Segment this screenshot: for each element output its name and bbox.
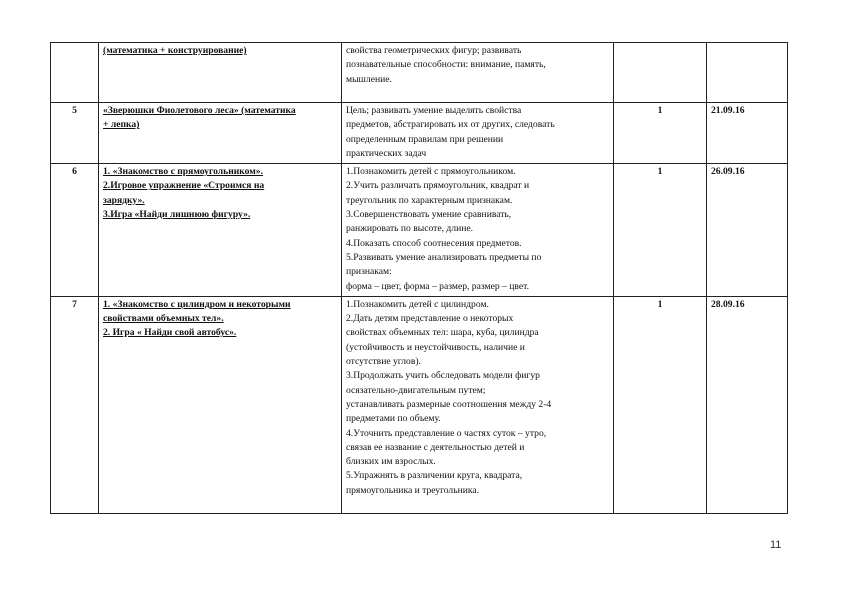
table-row <box>51 164 788 297</box>
lesson-plan-body <box>51 43 788 514</box>
topic-line: свойствами объемных тел». <box>103 313 224 325</box>
topic-line: 3.Игра «Найди лишнюю фигуру». <box>103 209 251 221</box>
goal-line: признакам: <box>346 266 392 278</box>
goal-line: 1.Познакомить детей с прямоугольником. <box>346 166 516 178</box>
lesson-topic-cell <box>99 164 342 297</box>
goal-line: предметами по объему. <box>346 413 441 425</box>
lesson-goals-cell <box>342 296 614 513</box>
lesson-number-cell: 7 <box>51 296 99 513</box>
lesson-hours-cell: 1 <box>614 296 707 513</box>
goal-line: форма – цвет, форма – размер, размер – цвет. <box>346 280 529 292</box>
goal-line: 2.Дать детям представление о некоторых <box>346 313 514 325</box>
goal-line: познавательные способности: внимание, память, <box>346 59 546 71</box>
goal-line: практических задач <box>346 147 427 159</box>
goal-line: прямоугольника и треугольника. <box>346 484 480 496</box>
lesson-number-cell <box>51 43 99 103</box>
topic-line: + лепка) <box>103 119 140 131</box>
lesson-date-cell: 26.09.16 <box>707 164 788 297</box>
lesson-hours-cell: 1 <box>614 103 707 164</box>
topic-line: 2. Игра « Найди свой автобус». <box>103 327 237 339</box>
topic-line: 1. «Знакомство с прямоугольником». <box>103 166 264 178</box>
lesson-goals-cell <box>342 43 614 103</box>
lesson-date-cell: 28.09.16 <box>707 296 788 513</box>
table-row <box>51 296 788 513</box>
goal-line: 4.Показать способ соотнесения предметов. <box>346 237 522 249</box>
lesson-hours-cell: 1 <box>614 164 707 297</box>
goal-line: 4.Уточнить представление о частях суток – утро, <box>346 427 547 439</box>
topic-line: (математика + конструирование) <box>103 45 247 56</box>
goal-line: мышление. <box>346 73 392 85</box>
lesson-topic-cell <box>99 296 342 513</box>
table-row <box>51 103 788 164</box>
goal-line: ранжировать по высоте, длине. <box>346 223 473 235</box>
goal-line: (устойчивость и неустойчивость, наличие и <box>346 341 525 353</box>
goal-line: 2.Учить различать прямоугольник, квадрат и <box>346 180 530 192</box>
lesson-topic-cell <box>99 43 342 103</box>
goal-line: близких им взрослых. <box>346 456 436 468</box>
topic-line: 1. «Знакомство с цилиндром и некоторыми <box>103 298 291 310</box>
goal-line: осязательно-двигательным путем; <box>346 384 486 396</box>
goal-line: свойствах объемных тел: шара, куба, цилиндра <box>346 327 539 339</box>
goal-line: 5.Упражнять в различении круга, квадрата, <box>346 470 523 482</box>
goal-line: свойства геометрических фигур; развивать <box>346 45 522 56</box>
lesson-goals-cell <box>342 164 614 297</box>
page-number: 11 <box>770 539 782 551</box>
goal-line: 1.Познакомить детей с цилиндром. <box>346 298 489 310</box>
goal-line: определенным правилам при решении <box>346 133 504 145</box>
goal-line: 3.Совершенствовать умение сравнивать, <box>346 209 512 221</box>
lesson-goals-cell <box>342 103 614 164</box>
topic-line: «Зверюшки Фиолетового леса» (математика <box>103 105 296 116</box>
lesson-date-cell <box>707 43 788 103</box>
table-row <box>51 43 788 103</box>
goal-line: Цель; развивать умение выделять свойства <box>346 105 522 116</box>
topic-line: зарядку». <box>103 194 145 206</box>
lesson-number-cell: 5 <box>51 103 99 164</box>
lesson-plan-table <box>50 42 788 514</box>
goal-line: 3.Продолжать учить обследовать модели фигур <box>346 370 540 382</box>
lesson-number-cell: 6 <box>51 164 99 297</box>
lesson-hours-cell <box>614 43 707 103</box>
lesson-topic-cell <box>99 103 342 164</box>
goal-line: связав ее название с деятельностью детей и <box>346 441 525 453</box>
lesson-date-cell: 21.09.16 <box>707 103 788 164</box>
goal-line: предметов, абстрагировать их от других, следовать <box>346 119 555 131</box>
goal-line: устанавливать размерные соотношения между 2-4 <box>346 398 552 410</box>
goal-line: отсутствие углов). <box>346 356 421 368</box>
goal-line: треугольник по характерным признакам. <box>346 194 513 206</box>
topic-line: 2.Игровое упражнение «Строимся на <box>103 180 265 192</box>
goal-line: 5.Развивать умение анализировать предметы по <box>346 251 542 263</box>
